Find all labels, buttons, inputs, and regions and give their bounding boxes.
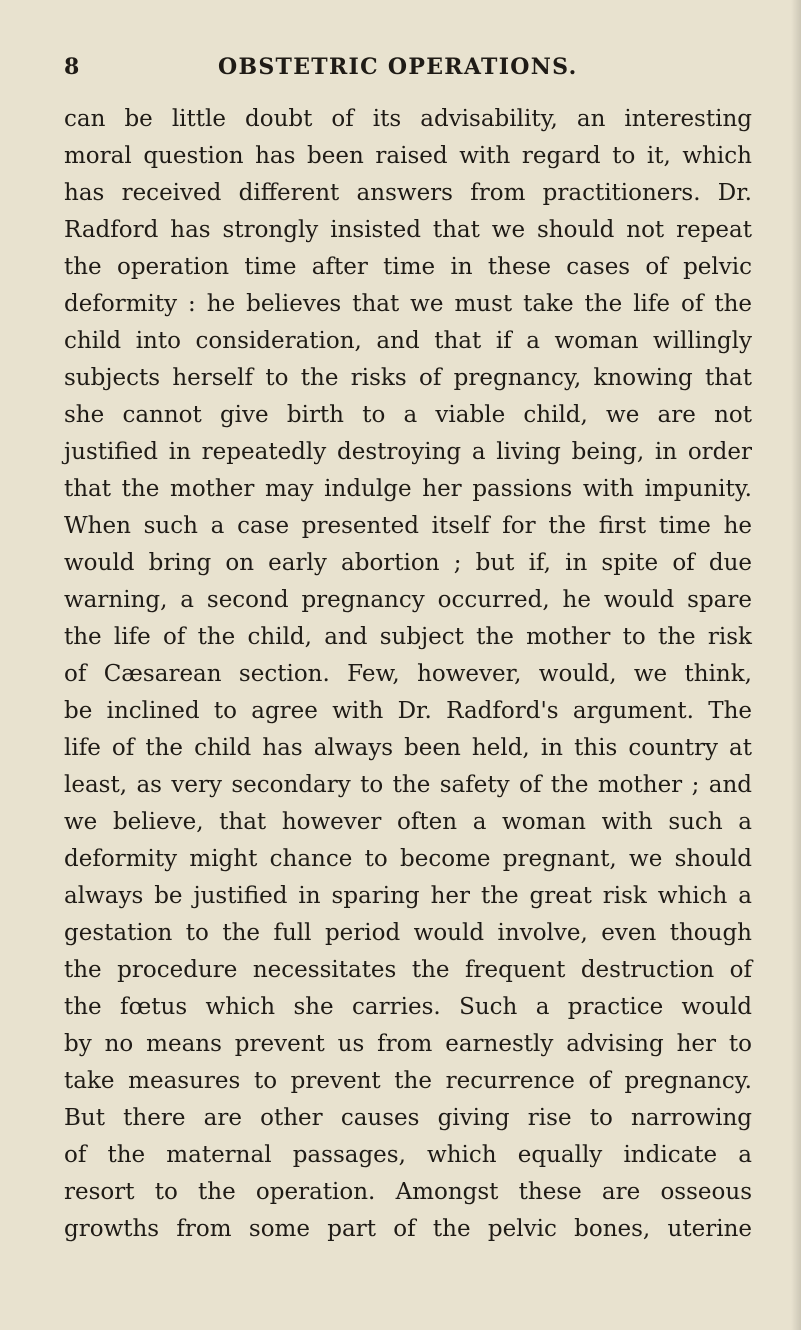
text-line: always be justified in sparing her the great risk which a	[64, 883, 752, 909]
text-line: Radford has strongly insisted that we should not repeat	[64, 217, 752, 243]
text-line: be inclined to agree with Dr. Radford's argument. The	[64, 698, 752, 724]
text-line: justified in repeatedly destroying a living being, in order	[64, 439, 752, 465]
text-line: she cannot give birth to a viable child, we are not	[64, 402, 752, 428]
text-line: child into consideration, and that if a woman willingly	[64, 328, 752, 354]
body-text	[64, 101, 752, 1248]
text-line: of the maternal passages, which equally indicate a	[64, 1142, 752, 1168]
page-number: 8	[64, 54, 80, 80]
text-line: deformity : he believes that we must take the life of the	[64, 291, 752, 317]
text-line: moral question has been raised with regard to it, which	[64, 143, 752, 169]
text-line: life of the child has always been held, in this country at	[64, 735, 752, 761]
text-line: resort to the operation. Amongst these are osseous	[64, 1179, 752, 1205]
text-line: the life of the child, and subject the mother to the risk	[64, 624, 752, 650]
text-line: take measures to prevent the recurrence of pregnancy.	[64, 1068, 752, 1094]
text-line: would bring on early abortion ; but if, in spite of due	[64, 550, 752, 576]
text-line: gestation to the full period would involve, even though	[64, 920, 752, 946]
text-line: the fœtus which she carries. Such a practice would	[64, 994, 752, 1020]
text-line: warning, a second pregnancy occurred, he would spare	[64, 587, 752, 613]
page-edge-shadow	[791, 0, 801, 1330]
text-line: has received different answers from practitioners. Dr.	[64, 180, 752, 206]
text-line: subjects herself to the risks of pregnancy, knowing that	[64, 365, 752, 391]
text-line: growths from some part of the pelvic bones, uterine	[64, 1216, 752, 1242]
running-head: OBSTETRIC OPERATIONS.	[218, 54, 578, 80]
text-line: of Cæsarean section. Few, however, would, we think,	[64, 661, 752, 687]
text-line: least, as very secondary to the safety of the mother ; and	[64, 772, 752, 798]
text-line: the procedure necessitates the frequent destruction of	[64, 957, 752, 983]
text-line: the operation time after time in these cases of pelvic	[64, 254, 752, 280]
text-line: that the mother may indulge her passions with impunity.	[64, 476, 752, 502]
text-line: But there are other causes giving rise to narrowing	[64, 1105, 752, 1131]
text-line: we believe, that however often a woman with such a	[64, 809, 752, 835]
text-line: deformity might chance to become pregnant, we should	[64, 846, 752, 872]
text-line: can be little doubt of its advisability, an interesting	[64, 106, 752, 132]
text-line: by no means prevent us from earnestly advising her to	[64, 1031, 752, 1057]
page-header	[64, 54, 744, 86]
text-line: When such a case presented itself for the first time he	[64, 513, 752, 539]
